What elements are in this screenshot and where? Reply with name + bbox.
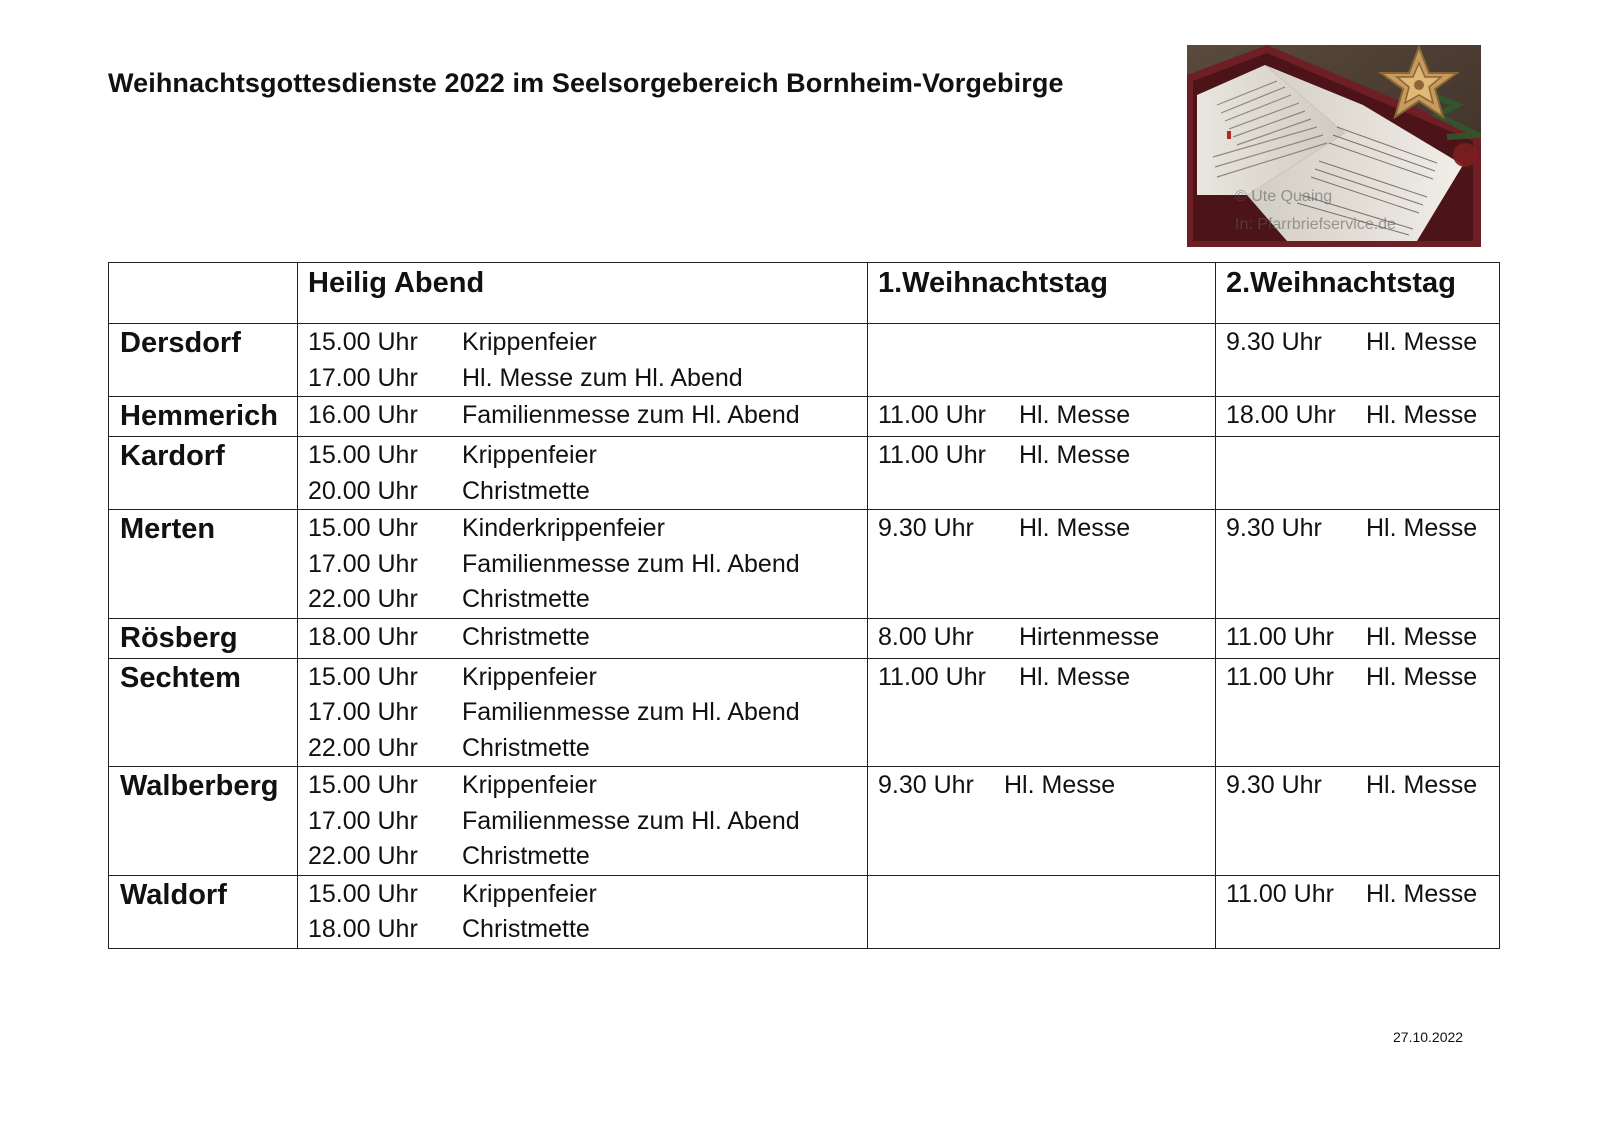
column-header-first-christmas-day: 1.Weihnachtstag bbox=[868, 263, 1216, 324]
cell-eve bbox=[298, 397, 868, 437]
service-entry bbox=[308, 547, 867, 583]
document-date: 27.10.2022 bbox=[1393, 1029, 1464, 1045]
place-name: Walberberg bbox=[109, 767, 298, 876]
column-header-heilig-abend: Heilig Abend bbox=[298, 263, 868, 324]
service-entry bbox=[308, 620, 867, 656]
service-time: 16.00 Uhr bbox=[308, 401, 418, 429]
service-entry bbox=[1226, 768, 1499, 804]
service-name: Christmette bbox=[462, 915, 590, 943]
service-time: 20.00 Uhr bbox=[308, 476, 418, 505]
cell-eve bbox=[298, 510, 868, 619]
service-entry bbox=[308, 325, 867, 361]
service-time: 9.30 Uhr bbox=[1226, 771, 1322, 799]
table-row bbox=[109, 510, 1500, 619]
place-name: Hemmerich bbox=[109, 397, 298, 437]
service-time: 9.30 Uhr bbox=[878, 514, 974, 542]
service-name: Christmette bbox=[462, 842, 590, 870]
cell-day1 bbox=[868, 324, 1216, 397]
service-name: Christmette bbox=[462, 585, 590, 613]
cell-day2 bbox=[1216, 618, 1500, 658]
service-schedule-table bbox=[108, 262, 1500, 949]
hymnbook-photo bbox=[1187, 45, 1481, 247]
column-header-place bbox=[109, 263, 298, 324]
service-entry bbox=[308, 398, 867, 434]
service-entry bbox=[308, 660, 867, 696]
service-name: Hl. Messe bbox=[1366, 328, 1478, 356]
service-entry bbox=[1226, 620, 1499, 656]
service-name: Kinderkrippenfeier bbox=[462, 514, 665, 542]
cell-day1 bbox=[868, 767, 1216, 876]
service-name: Familienmesse zum Hl. Abend bbox=[462, 806, 800, 835]
service-name: Krippenfeier bbox=[462, 328, 597, 356]
service-name: Hl. Messe bbox=[1366, 771, 1478, 799]
service-time: 11.00 Uhr bbox=[1226, 879, 1334, 908]
service-time: 22.00 Uhr bbox=[308, 842, 418, 870]
table-row bbox=[109, 658, 1500, 767]
service-name: Hl. Messe bbox=[1019, 662, 1131, 691]
place-name: Sechtem bbox=[109, 658, 298, 767]
service-entry bbox=[308, 361, 867, 397]
service-time: 9.30 Uhr bbox=[878, 771, 974, 799]
service-name: Hl. Messe bbox=[1366, 514, 1478, 542]
service-name: Hl. Messe bbox=[1019, 514, 1131, 542]
service-entry bbox=[1226, 660, 1499, 696]
cell-eve bbox=[298, 767, 868, 876]
service-time: 17.00 Uhr bbox=[308, 806, 418, 835]
cell-day2 bbox=[1216, 767, 1500, 876]
cell-day2 bbox=[1216, 437, 1500, 510]
service-entry bbox=[308, 839, 867, 875]
cell-eve bbox=[298, 437, 868, 510]
column-header-second-christmas-day: 2.Weihnachtstag bbox=[1216, 263, 1500, 324]
service-entry bbox=[308, 695, 867, 731]
service-entry bbox=[878, 768, 1215, 804]
table-row bbox=[109, 437, 1500, 510]
service-name: Christmette bbox=[462, 733, 590, 762]
service-time: 17.00 Uhr bbox=[308, 549, 418, 578]
place-name: Waldorf bbox=[109, 875, 298, 948]
place-name: Dersdorf bbox=[109, 324, 298, 397]
service-time: 18.00 Uhr bbox=[308, 915, 418, 943]
service-time: 15.00 Uhr bbox=[308, 879, 418, 908]
service-name: Hl. Messe bbox=[1366, 401, 1478, 429]
service-name: Hl. Messe bbox=[1366, 879, 1478, 908]
service-time: 11.00 Uhr bbox=[878, 441, 986, 469]
service-entry bbox=[308, 582, 867, 618]
place-name: Merten bbox=[109, 510, 298, 619]
service-name: Familienmesse zum Hl. Abend bbox=[462, 549, 800, 578]
cell-eve bbox=[298, 875, 868, 948]
cell-eve bbox=[298, 658, 868, 767]
table-row bbox=[109, 875, 1500, 948]
cell-day1 bbox=[868, 658, 1216, 767]
photo-credit-line: © Ute Quaing bbox=[1235, 188, 1333, 205]
service-entry bbox=[1226, 877, 1499, 913]
service-entry bbox=[308, 731, 867, 767]
cell-eve bbox=[298, 324, 868, 397]
service-time: 9.30 Uhr bbox=[1226, 328, 1322, 356]
place-name: Rösberg bbox=[109, 618, 298, 658]
service-entry bbox=[1226, 511, 1499, 547]
service-entry bbox=[878, 620, 1215, 656]
service-time: 22.00 Uhr bbox=[308, 733, 418, 762]
service-name: Familienmesse zum Hl. Abend bbox=[462, 698, 800, 726]
cell-day2 bbox=[1216, 397, 1500, 437]
table-row bbox=[109, 767, 1500, 876]
service-time: 15.00 Uhr bbox=[308, 771, 418, 799]
service-name: Hl. Messe bbox=[1004, 771, 1116, 799]
service-entry bbox=[1226, 398, 1499, 434]
cell-day1 bbox=[868, 618, 1216, 658]
page-title: Weihnachtsgottesdienste 2022 im Seelsorgebereich Bornheim-Vorgebirge bbox=[108, 68, 1064, 98]
cell-day2 bbox=[1216, 324, 1500, 397]
cell-eve bbox=[298, 618, 868, 658]
table-row bbox=[109, 324, 1500, 397]
cell-day1 bbox=[868, 397, 1216, 437]
place-name: Kardorf bbox=[109, 437, 298, 510]
service-entry bbox=[308, 804, 867, 840]
service-name: Krippenfeier bbox=[462, 879, 597, 908]
service-entry bbox=[878, 660, 1215, 696]
service-name: Familienmesse zum Hl. Abend bbox=[462, 401, 800, 429]
service-time: 18.00 Uhr bbox=[308, 622, 418, 651]
service-entry bbox=[1226, 325, 1499, 361]
service-name: Krippenfeier bbox=[462, 662, 597, 691]
service-entry bbox=[308, 912, 867, 948]
service-name: Hirtenmesse bbox=[1019, 622, 1160, 651]
photo-credit bbox=[1235, 183, 1396, 239]
service-entry bbox=[308, 877, 867, 913]
service-time: 15.00 Uhr bbox=[308, 441, 418, 469]
service-entry bbox=[878, 511, 1215, 547]
table-row bbox=[109, 397, 1500, 437]
service-time: 17.00 Uhr bbox=[308, 698, 418, 726]
service-entry bbox=[308, 438, 867, 474]
cell-day1 bbox=[868, 875, 1216, 948]
service-entry bbox=[308, 511, 867, 547]
service-time: 11.00 Uhr bbox=[1226, 622, 1334, 651]
service-name: Hl. Messe bbox=[1366, 622, 1478, 651]
service-name: Hl. Messe zum Hl. Abend bbox=[462, 363, 743, 392]
service-time: 9.30 Uhr bbox=[1226, 514, 1322, 542]
service-time: 15.00 Uhr bbox=[308, 328, 418, 356]
service-time: 17.00 Uhr bbox=[308, 363, 418, 392]
service-time: 18.00 Uhr bbox=[1226, 401, 1336, 429]
cell-day2 bbox=[1216, 658, 1500, 767]
service-name: Christmette bbox=[462, 476, 590, 505]
service-entry bbox=[308, 768, 867, 804]
photo-credit-line: In: Pfarrbriefservice.de bbox=[1235, 216, 1396, 233]
service-entry bbox=[308, 474, 867, 510]
service-time: 15.00 Uhr bbox=[308, 514, 418, 542]
cell-day2 bbox=[1216, 875, 1500, 948]
table-row bbox=[109, 618, 1500, 658]
service-name: Krippenfeier bbox=[462, 771, 597, 799]
service-time: 22.00 Uhr bbox=[308, 585, 418, 613]
cell-day1 bbox=[868, 510, 1216, 619]
service-entry bbox=[878, 438, 1215, 474]
service-time: 15.00 Uhr bbox=[308, 662, 418, 691]
service-time: 11.00 Uhr bbox=[878, 401, 986, 429]
cell-day1 bbox=[868, 437, 1216, 510]
service-time: 8.00 Uhr bbox=[878, 622, 974, 651]
service-entry bbox=[878, 398, 1215, 434]
table-header-row bbox=[109, 263, 1500, 324]
service-name: Hl. Messe bbox=[1019, 401, 1131, 429]
service-name: Christmette bbox=[462, 622, 590, 651]
service-name: Krippenfeier bbox=[462, 441, 597, 469]
service-time: 11.00 Uhr bbox=[1226, 662, 1334, 691]
cell-day2 bbox=[1216, 510, 1500, 619]
service-time: 11.00 Uhr bbox=[878, 662, 986, 691]
service-name: Hl. Messe bbox=[1366, 662, 1478, 691]
service-name: Hl. Messe bbox=[1019, 441, 1131, 469]
